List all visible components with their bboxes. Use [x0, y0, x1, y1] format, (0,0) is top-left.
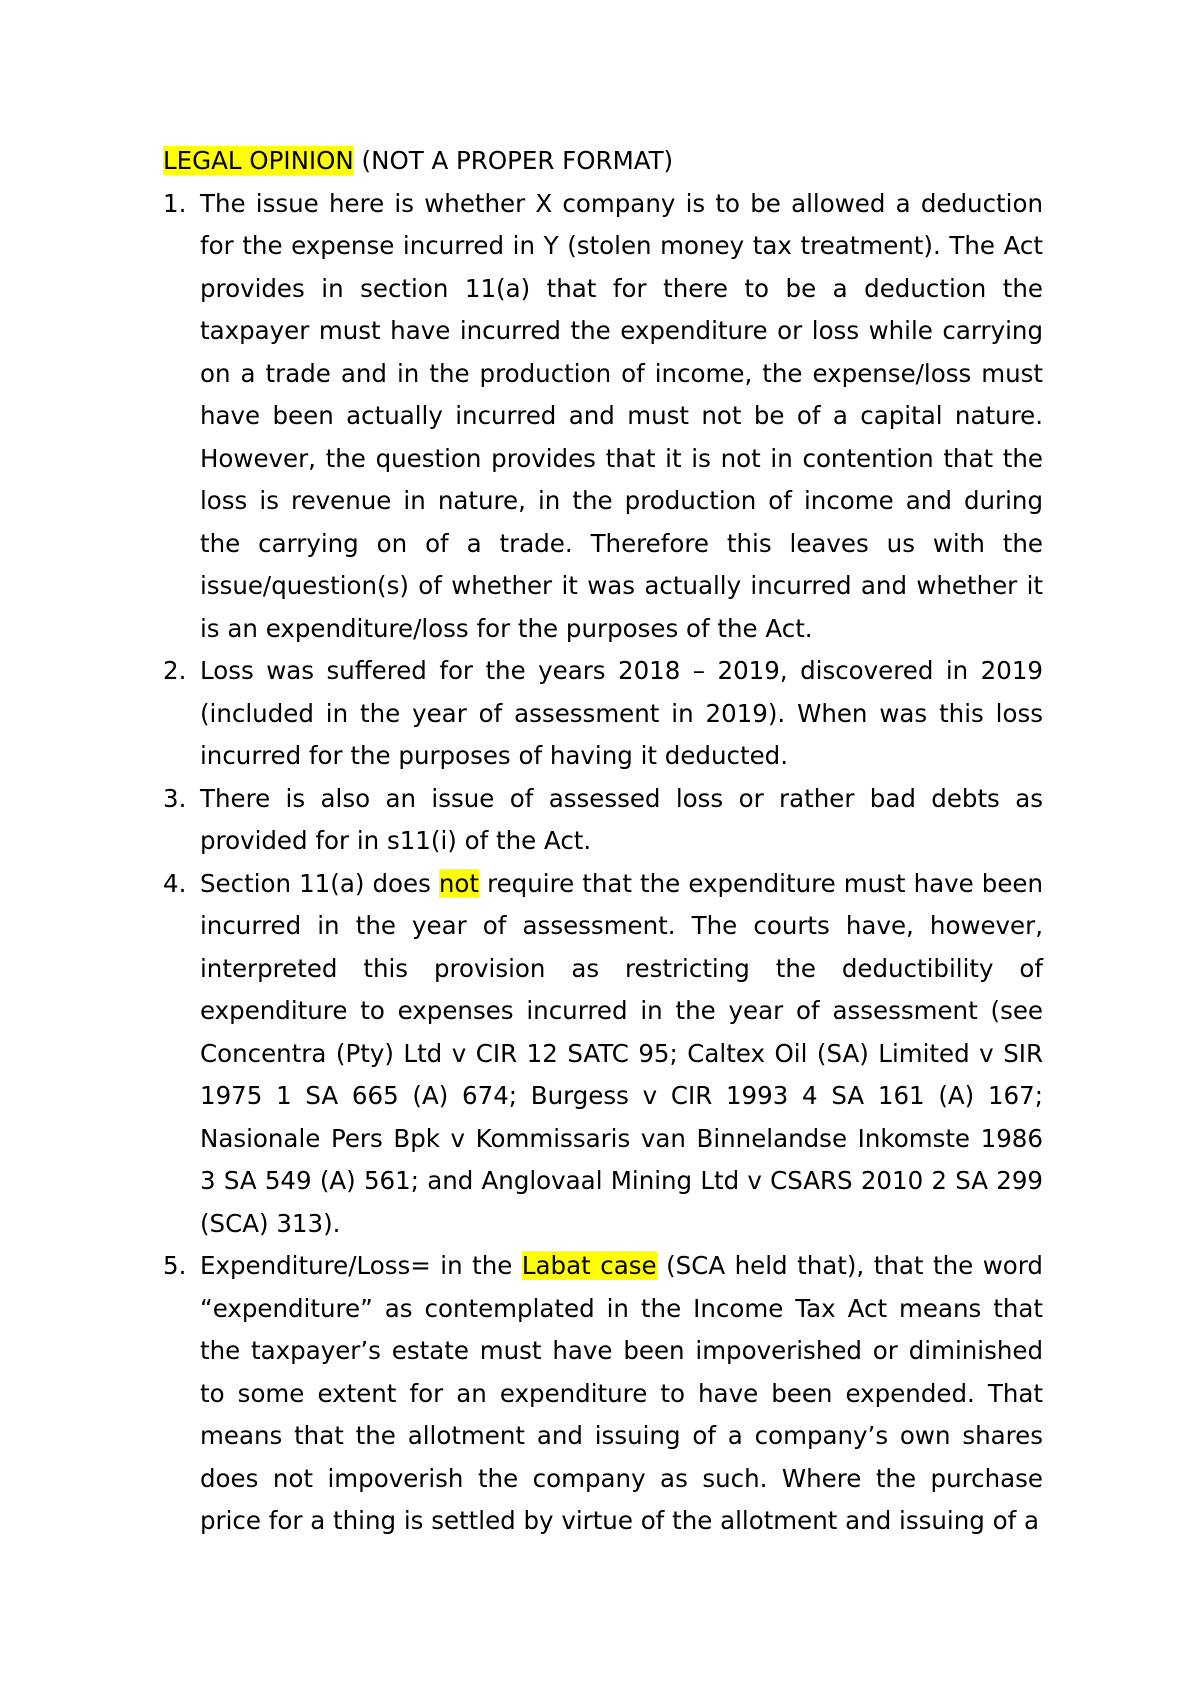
list-item-text [200, 1245, 1043, 1543]
list-item-5 [163, 1245, 1043, 1543]
list-item-2 [163, 650, 1043, 778]
list-item-text [200, 863, 1043, 1246]
text-before-highlight: Section 11(a) does [200, 868, 439, 898]
document-body [163, 140, 1043, 1543]
list-number: 1. [163, 188, 187, 218]
list-item-3 [163, 778, 1043, 863]
list-item-text: There is also an issue of assessed loss or rather bad debts as provided for in s11(i) of the Act. [200, 783, 1043, 855]
list-item-1 [163, 183, 1043, 651]
highlighted-labat-case: Labat case [521, 1251, 657, 1280]
text-before-highlight: Expenditure/Loss= in the [200, 1251, 522, 1280]
list-number: 2. [163, 656, 187, 685]
list-number: 3. [163, 783, 187, 813]
list-item-text: The issue here is whether X company is to be allowed a deduction for the expense incurred in Y (stolen money tax treatment). The Act provides in section 11(a) that for there to be a deduction the taxpayer must have incurred the expenditure or loss while carrying on a trade and in the production of income, the expense/loss must have been actually incurred and must not be of a capital nature. However, the question provides that it is not in contention that the loss is revenue in nature, in the production of income and during the carrying on of a trade. Therefore this leaves us with the issue/question(s) of whether it was actually incurred and whether it is an expenditure/loss for the purposes of the Act. [200, 188, 1043, 643]
list-item-text: Loss was suffered for the years 2018 – 2019, discovered in 2019 (included in the year of assessment in 2019). When was this loss incurred for the purposes of having it deducted. [200, 656, 1043, 770]
page-title [163, 140, 1043, 183]
title-subtitle: (NOT A PROPER FORMAT) [353, 146, 674, 175]
highlighted-word-not: not [438, 868, 480, 898]
list-item-4 [163, 863, 1043, 1246]
numbered-list [163, 183, 1043, 1543]
title-highlight: LEGAL OPINION [163, 146, 354, 175]
list-number: 4. [163, 868, 187, 898]
text-after-highlight: (SCA held that), that the word “expenditure” as contemplated in the Income Tax Act means that the taxpayer’s estate must have been impoverished or diminished to some extent for an expenditure to have been expended. That means that the allotment and issuing of a company’s own shares does not impoverish the company as such. Where the purchase price for a thing is settled by virtue of the allotment and issuing of a [200, 1251, 1043, 1535]
text-after-highlight: require that the expenditure must have been incurred in the year of assessment. The courts have, however, interpreted this provision as restricting the deductibility of expenditure to expenses incurred in the year of assessment (see Concentra (Pty) Ltd v CIR 12 SATC 95; Caltex Oil (SA) Limited v SIR 1975 1 SA 665 (A) 674; Burgess v CIR 1993 4 SA 161 (A) 167; Nasionale Pers Bpk v Kommissaris van Binnelandse Inkomste 1986 3 SA 549 (A) 561; and Anglovaal Mining Ltd v CSARS 2010 2 SA 299 (SCA) 313). [200, 868, 1043, 1238]
list-number: 5. [163, 1251, 187, 1280]
